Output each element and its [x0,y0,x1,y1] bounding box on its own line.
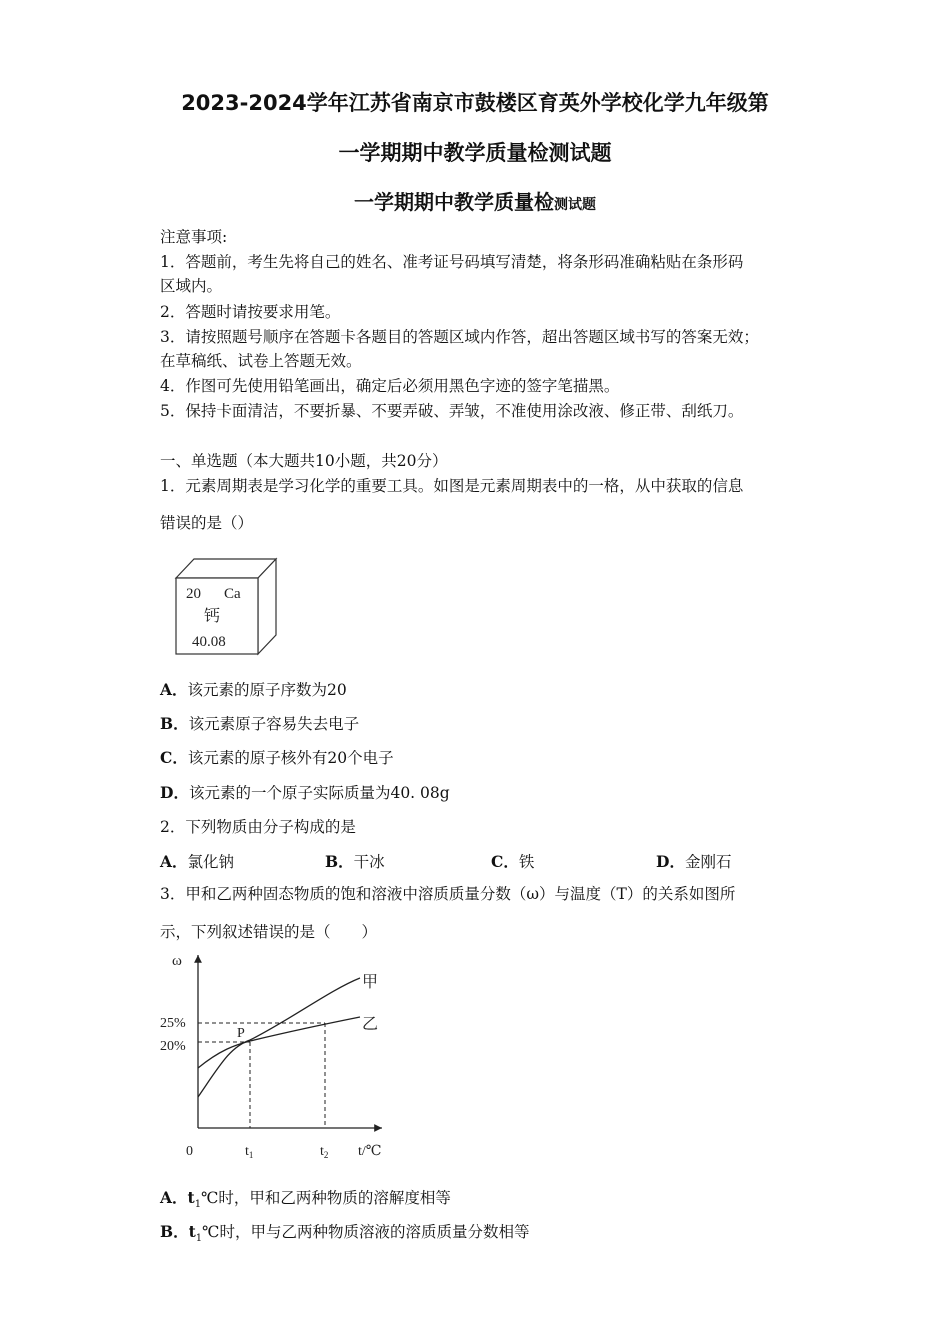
q2-option-b [325,850,385,872]
q2-options [160,850,800,872]
q1-option-a [160,680,347,700]
exam-title-line3-small: 测试题 [554,197,596,213]
option-text: 该元素的原子核外有20个电子 [187,749,394,767]
notice-item: 4．作图可先使用铅笔画出，确定后必须用黑色字迹的签字笔描黑。 [160,377,620,395]
option-label: B． [160,714,189,733]
element-cell-figure [170,550,285,660]
option-text: 该元素原子容易失去电子 [188,715,360,733]
point-label: P [237,1026,245,1041]
y-axis-label: ω [172,953,182,969]
notice-item: 在草稿纸、试卷上答题无效。 [160,352,362,370]
notice-item: 1．答题前，考生先将自己的姓名、准考证号码填写清楚，将条形码准确粘贴在条形码 [160,253,744,271]
q1-option-b [160,714,359,734]
q1-option-c [160,748,394,768]
option-label: A． [160,680,188,699]
q2-stem: 2．下列物质由分子构成的是 [160,818,356,836]
notice-item: 2．答题时请按要求用笔。 [160,303,341,321]
series-label-yi: 乙 [362,1016,379,1033]
element-number: 20 [186,586,201,602]
exam-title-line1: 2023-2024学年江苏省南京市鼓楼区育英外学校化学九年级第 [181,91,769,115]
q2-option-d [656,850,731,872]
x-axis-label: t/℃ [358,1144,382,1159]
option-text: ℃时，甲和乙两种物质的溶解度相等 [201,1189,451,1207]
element-symbol: Ca [224,586,241,602]
option-sub: 1 [195,1233,203,1245]
option-text: 金刚石 [684,853,732,871]
option-label: A． [160,852,188,871]
q1-stem-cont: 错误的是（） [160,514,254,532]
q1-stem: 1．元素周期表是学习化学的重要工具。如图是元素周期表中的一格，从中获取的信息 [160,477,744,495]
q3-stem: 3．甲和乙两种固态物质的饱和溶液中溶质质量分数（ω）与温度（T）的关系如图所 [160,885,736,903]
element-name: 钙 [204,608,221,625]
option-label: C． [491,852,519,871]
option-text: 该元素的一个原子实际质量为40. 08g [188,784,450,802]
notice-item: 区域内。 [160,277,223,295]
exam-title-line3-main: 一学期期中教学质量检 [354,190,554,214]
option-label: A． [160,1188,188,1207]
q3-option-a: A．$t_1℃$时，甲和乙两种物质的溶解度相等 [160,1188,451,1211]
exam-title-line3 [0,186,950,215]
element-mass: 40.08 [192,634,226,650]
q3-option-b: B．$t_1℃$时，甲与乙两种物质溶液的溶质质量分数相等 [160,1222,530,1245]
x-tick-t2: $t_2$ [320,1144,329,1160]
option-text: 干冰 [353,853,385,871]
notice-heading: 注意事项: [160,228,228,246]
q2-option-a [160,850,234,872]
solubility-chart [150,945,400,1170]
origin-label: 0 [186,1144,193,1159]
option-label: C． [160,748,188,767]
option-text: 氯化钠 [187,853,235,871]
y-tick-25: 25% [160,1016,186,1031]
x-tick-t1: $t_1$ [245,1144,254,1160]
curve-jia [198,978,360,1097]
option-text: ℃时，甲与乙两种物质溶液的溶质质量分数相等 [202,1223,530,1241]
series-label-jia: 甲 [362,974,379,991]
exam-title-line2: 一学期期中教学质量检测试题 [338,141,612,165]
option-text: 该元素的原子序数为20 [187,681,347,699]
q1-option-d [160,783,450,803]
notice-item: 3．请按照题号顺序在答题卡各题目的答题区域内作答，超出答题区域书写的答案无效； [160,328,759,346]
option-label: D． [160,783,189,802]
q2-option-c [491,850,534,872]
option-sub: 1 [194,1199,202,1211]
q3-stem-cont: 示，下列叙述错误的是（ ） [160,923,378,941]
option-label: B． [325,852,354,871]
option-label: D． [656,852,685,871]
option-text: 铁 [518,853,535,871]
option-label: B． [160,1222,189,1241]
y-tick-20: 20% [160,1039,186,1054]
notice-item: 5．保持卡面清洁，不要折暴、不要弄破、弄皱，不准使用涂改液、修正带、刮纸刀。 [160,402,744,420]
section-heading: 一、单选题（本大题共10小题，共20分） [160,452,448,470]
